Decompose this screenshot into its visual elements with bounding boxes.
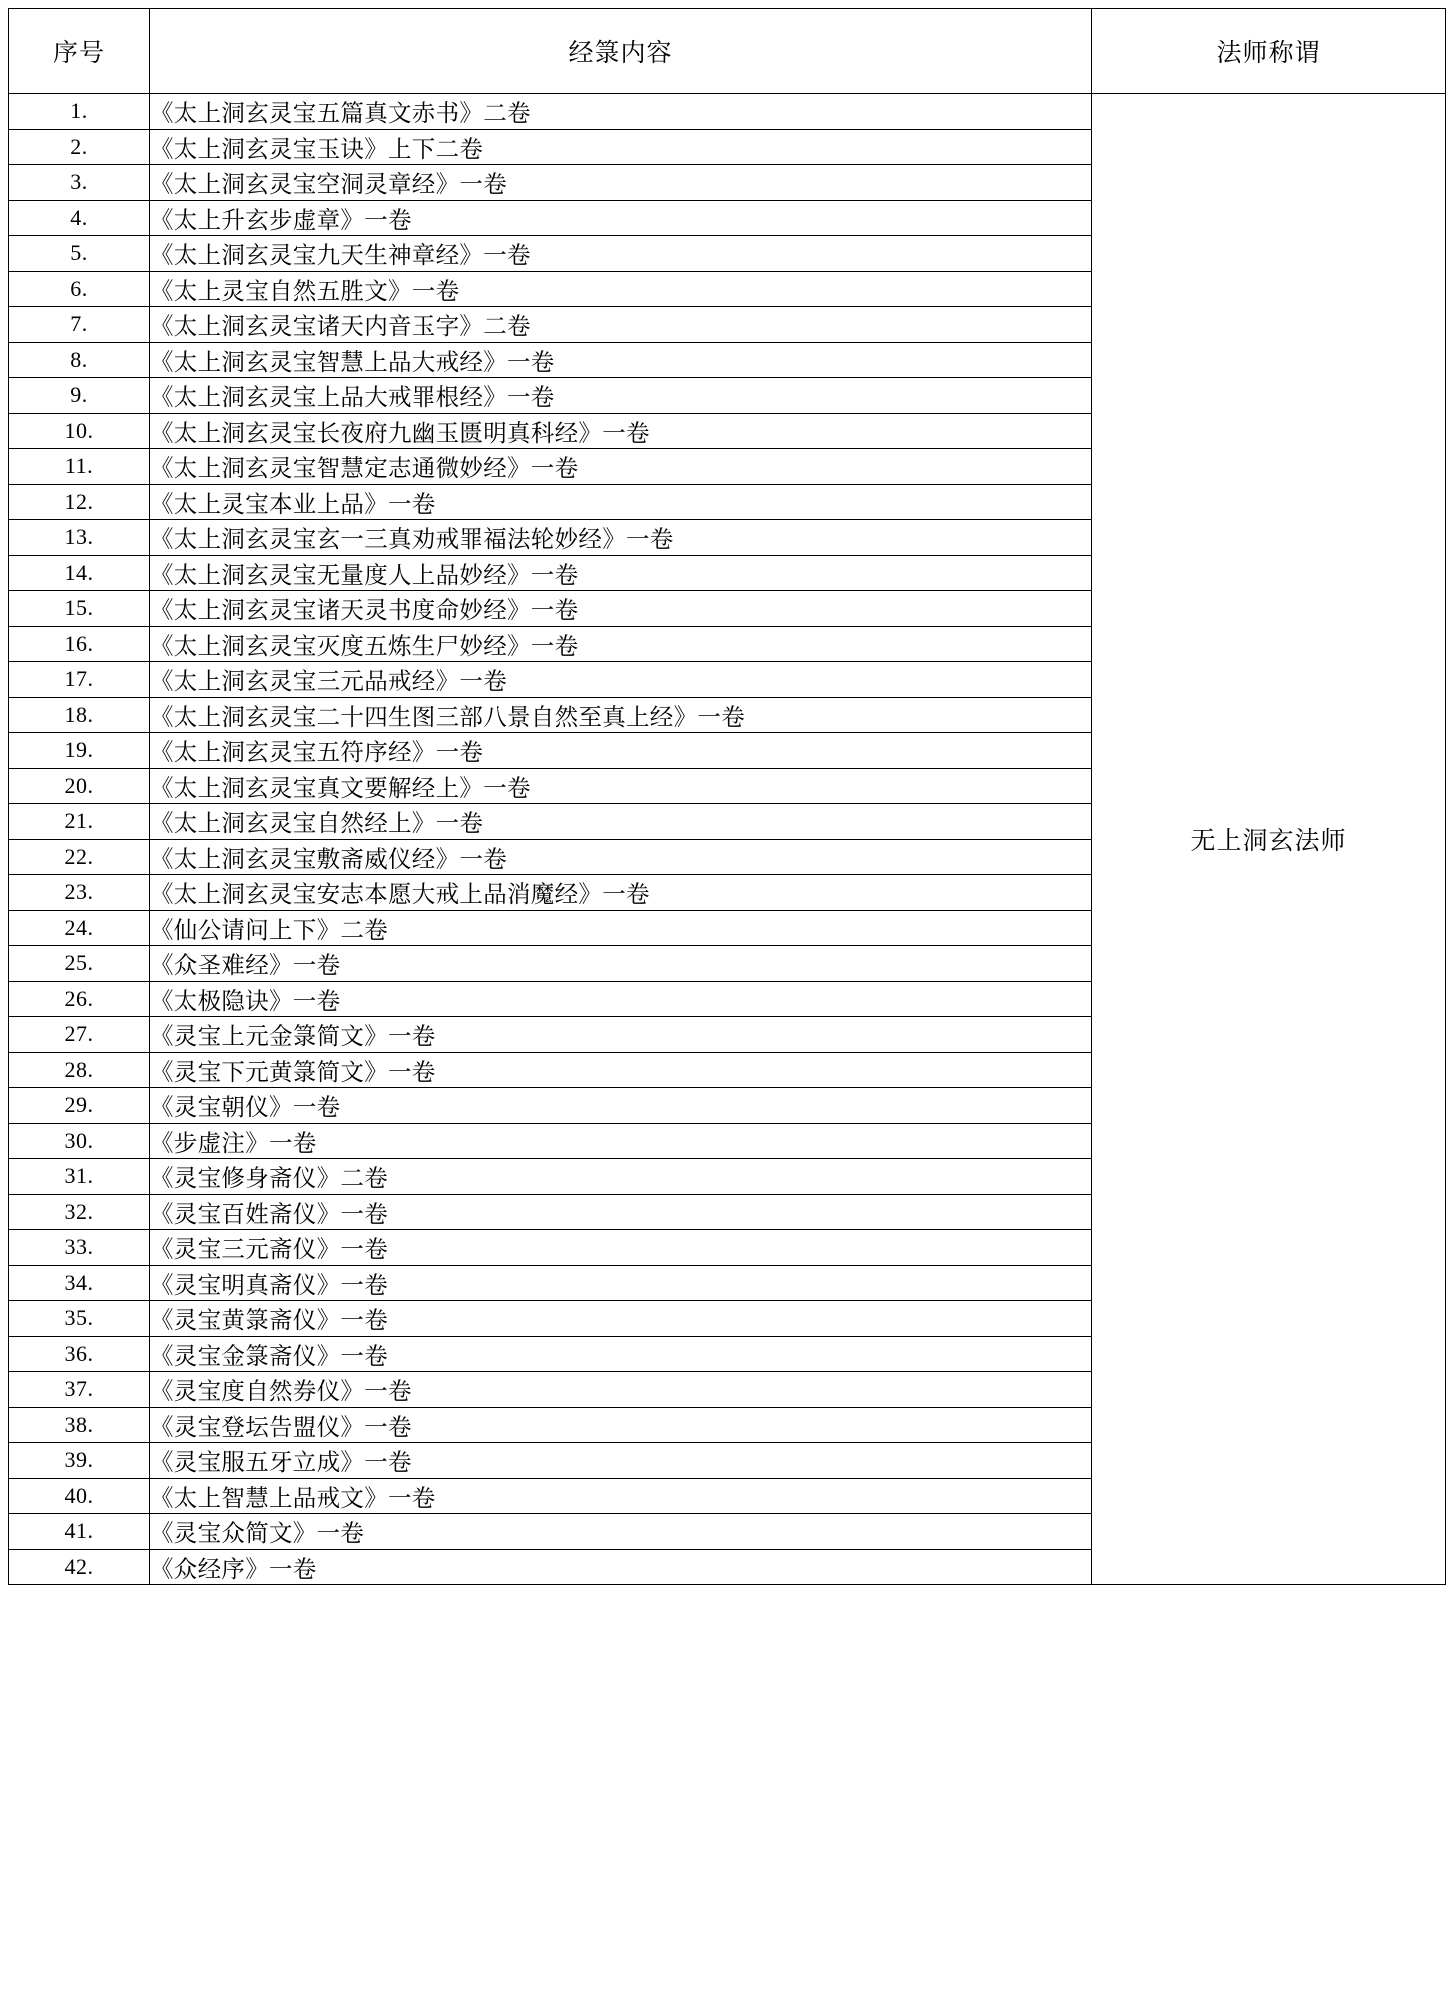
row-index: 30. <box>9 1123 150 1159</box>
row-index: 12. <box>9 484 150 520</box>
row-index: 15. <box>9 591 150 627</box>
row-index: 29. <box>9 1088 150 1124</box>
table-header-row <box>9 9 1446 94</box>
row-scripture-content: 《太上灵宝自然五胜文》一卷 <box>150 271 1092 307</box>
row-scripture-content: 《太上洞玄灵宝智慧上品大戒经》一卷 <box>150 342 1092 378</box>
table-row <box>9 94 1446 130</box>
row-scripture-content: 《太上升玄步虚章》一卷 <box>150 200 1092 236</box>
row-index: 31. <box>9 1159 150 1195</box>
master-title-cell: 无上洞玄法师 <box>1092 94 1446 1585</box>
row-scripture-content: 《灵宝明真斋仪》一卷 <box>150 1265 1092 1301</box>
row-scripture-content: 《灵宝金箓斋仪》一卷 <box>150 1336 1092 1372</box>
row-index: 28. <box>9 1052 150 1088</box>
row-index: 32. <box>9 1194 150 1230</box>
row-scripture-content: 《太上洞玄灵宝长夜府九幽玉匮明真科经》一卷 <box>150 413 1092 449</box>
row-index: 4. <box>9 200 150 236</box>
row-index: 40. <box>9 1478 150 1514</box>
row-scripture-content: 《灵宝百姓斋仪》一卷 <box>150 1194 1092 1230</box>
row-index: 9. <box>9 378 150 414</box>
row-scripture-content: 《步虚注》一卷 <box>150 1123 1092 1159</box>
row-scripture-content: 《太上洞玄灵宝玉诀》上下二卷 <box>150 129 1092 165</box>
row-scripture-content: 《太上智慧上品戒文》一卷 <box>150 1478 1092 1514</box>
row-index: 8. <box>9 342 150 378</box>
row-index: 23. <box>9 875 150 911</box>
row-index: 17. <box>9 662 150 698</box>
row-scripture-content: 《灵宝修身斋仪》二卷 <box>150 1159 1092 1195</box>
row-scripture-content: 《太上洞玄灵宝九天生神章经》一卷 <box>150 236 1092 272</box>
row-scripture-content: 《众经序》一卷 <box>150 1549 1092 1585</box>
row-scripture-content: 《太极隐诀》一卷 <box>150 981 1092 1017</box>
row-index: 13. <box>9 520 150 556</box>
row-index: 35. <box>9 1301 150 1337</box>
row-scripture-content: 《太上洞玄灵宝敷斋威仪经》一卷 <box>150 839 1092 875</box>
row-index: 6. <box>9 271 150 307</box>
row-index: 36. <box>9 1336 150 1372</box>
column-header-index: 序号 <box>9 9 150 94</box>
row-index: 20. <box>9 768 150 804</box>
row-index: 24. <box>9 910 150 946</box>
row-scripture-content: 《太上洞玄灵宝五符序经》一卷 <box>150 733 1092 769</box>
table-body <box>9 94 1446 1585</box>
table-header <box>9 9 1446 94</box>
row-scripture-content: 《太上洞玄灵宝智慧定志通微妙经》一卷 <box>150 449 1092 485</box>
row-scripture-content: 《灵宝朝仪》一卷 <box>150 1088 1092 1124</box>
row-index: 21. <box>9 804 150 840</box>
row-scripture-content: 《众圣难经》一卷 <box>150 946 1092 982</box>
row-index: 33. <box>9 1230 150 1266</box>
row-index: 10. <box>9 413 150 449</box>
row-scripture-content: 《灵宝下元黄箓简文》一卷 <box>150 1052 1092 1088</box>
row-index: 3. <box>9 165 150 201</box>
scripture-table <box>8 8 1446 1585</box>
row-scripture-content: 《太上洞玄灵宝安志本愿大戒上品消魔经》一卷 <box>150 875 1092 911</box>
row-index: 5. <box>9 236 150 272</box>
row-scripture-content: 《太上洞玄灵宝三元品戒经》一卷 <box>150 662 1092 698</box>
row-scripture-content: 《灵宝上元金箓简文》一卷 <box>150 1017 1092 1053</box>
row-scripture-content: 《太上洞玄灵宝上品大戒罪根经》一卷 <box>150 378 1092 414</box>
row-index: 14. <box>9 555 150 591</box>
column-header-content: 经箓内容 <box>150 9 1092 94</box>
row-scripture-content: 《仙公请问上下》二卷 <box>150 910 1092 946</box>
row-index: 2. <box>9 129 150 165</box>
row-scripture-content: 《灵宝登坛告盟仪》一卷 <box>150 1407 1092 1443</box>
row-scripture-content: 《太上洞玄灵宝诸天灵书度命妙经》一卷 <box>150 591 1092 627</box>
row-scripture-content: 《灵宝服五牙立成》一卷 <box>150 1443 1092 1479</box>
row-scripture-content: 《太上洞玄灵宝二十四生图三部八景自然至真上经》一卷 <box>150 697 1092 733</box>
row-index: 41. <box>9 1514 150 1550</box>
row-index: 7. <box>9 307 150 343</box>
row-index: 38. <box>9 1407 150 1443</box>
row-scripture-content: 《灵宝三元斋仪》一卷 <box>150 1230 1092 1266</box>
row-scripture-content: 《太上洞玄灵宝五篇真文赤书》二卷 <box>150 94 1092 130</box>
row-scripture-content: 《灵宝度自然券仪》一卷 <box>150 1372 1092 1408</box>
row-scripture-content: 《太上洞玄灵宝无量度人上品妙经》一卷 <box>150 555 1092 591</box>
row-index: 16. <box>9 626 150 662</box>
row-index: 22. <box>9 839 150 875</box>
row-index: 26. <box>9 981 150 1017</box>
row-scripture-content: 《太上洞玄灵宝诸天内音玉字》二卷 <box>150 307 1092 343</box>
row-index: 34. <box>9 1265 150 1301</box>
row-index: 25. <box>9 946 150 982</box>
row-scripture-content: 《太上洞玄灵宝空洞灵章经》一卷 <box>150 165 1092 201</box>
row-index: 37. <box>9 1372 150 1408</box>
row-index: 11. <box>9 449 150 485</box>
row-scripture-content: 《灵宝众简文》一卷 <box>150 1514 1092 1550</box>
row-index: 39. <box>9 1443 150 1479</box>
row-index: 42. <box>9 1549 150 1585</box>
row-scripture-content: 《灵宝黄箓斋仪》一卷 <box>150 1301 1092 1337</box>
row-index: 18. <box>9 697 150 733</box>
row-scripture-content: 《太上洞玄灵宝灭度五炼生尸妙经》一卷 <box>150 626 1092 662</box>
column-header-title: 法师称谓 <box>1092 9 1446 94</box>
row-scripture-content: 《太上洞玄灵宝真文要解经上》一卷 <box>150 768 1092 804</box>
row-index: 19. <box>9 733 150 769</box>
row-scripture-content: 《太上洞玄灵宝自然经上》一卷 <box>150 804 1092 840</box>
row-scripture-content: 《太上洞玄灵宝玄一三真劝戒罪福法轮妙经》一卷 <box>150 520 1092 556</box>
row-index: 27. <box>9 1017 150 1053</box>
row-index: 1. <box>9 94 150 130</box>
row-scripture-content: 《太上灵宝本业上品》一卷 <box>150 484 1092 520</box>
